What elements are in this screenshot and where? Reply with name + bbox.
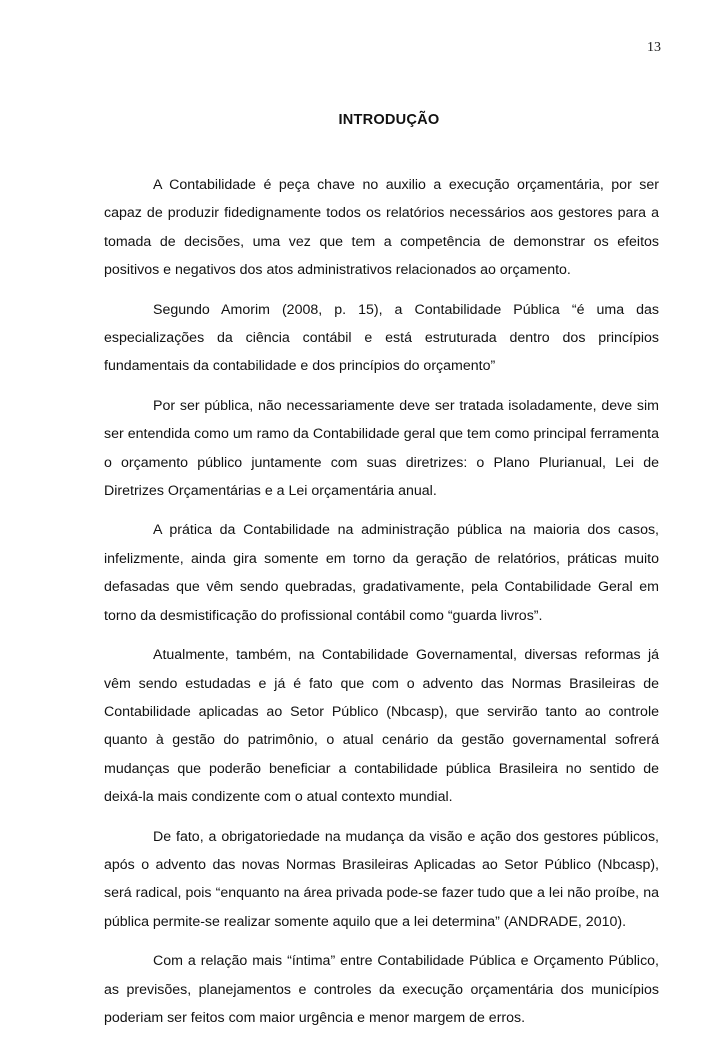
paragraph: A prática da Contabilidade na administração pública na maioria dos casos, infelizmente, ainda gira somente em torno da geração de relatórios, práticas muito defasadas que vêm sendo quebradas, gradativamente, pela Contabilidade Geral em torno da desmistificação do profissional contábil como “guarda livros”. bbox=[104, 522, 659, 624]
paragraph: A Contabilidade é peça chave no auxilio a execução orçamentária, por ser capaz de produzir fidedignamente todos os relatórios necessários aos gestores para a tomada de decisões, uma vez que tem a competência de demonstrar os efeitos positivos e negativos dos atos administrativos relacionados ao orçamento. bbox=[104, 177, 659, 279]
paragraph: Atualmente, também, na Contabilidade Governamental, diversas reformas já vêm sendo estudadas e já é fato que com o advento das Normas Brasileiras de Contabilidade aplicadas ao Setor Público (Nbcasp), que servirão tanto ao controle quanto à gestão do patrimônio, o atual cenário da gestão governamental sofrerá mudanças que poderão beneficiar a contabilidade pública Brasileira no sentido de deixá-la mais condizente com o atual contexto mundial. bbox=[104, 647, 659, 806]
paragraph: De fato, a obrigatoriedade na mudança da visão e ação dos gestores públicos, após o advento das novas Normas Brasileiras Aplicadas ao Setor Público (Nbcasp), será radical, pois “enquanto na área privada pode-se fazer tudo que a lei não proíbe, na pública permite-se realizar somente aquilo que a lei determina” (ANDRADE, 2010). bbox=[104, 828, 659, 930]
body-text bbox=[104, 171, 659, 1043]
page-number: 13 bbox=[647, 40, 661, 55]
paragraph: Por ser pública, não necessariamente deve ser tratada isoladamente, deve sim ser entendida como um ramo da Contabilidade geral que tem como principal ferramenta o orçamento público juntamente com suas diretrizes: o Plano Plurianual, Lei de Diretrizes Orçamentárias e a Lei orçamentária anual. bbox=[104, 397, 659, 500]
paragraph: Com a relação mais “íntima” entre Contabilidade Pública e Orçamento Público, as previsões, planejamentos e controles da execução orçamentária dos municípios poderiam ser feitos com maior urgência e menor margem de erros. bbox=[104, 953, 659, 1026]
paragraph: Segundo Amorim (2008, p. 15), a Contabilidade Pública “é uma das especializações da ciência contábil e está estruturada dentro dos princípios fundamentais da contabilidade e dos princípios do orçamento” bbox=[104, 301, 659, 375]
section-title: INTRODUÇÃO bbox=[338, 112, 440, 128]
